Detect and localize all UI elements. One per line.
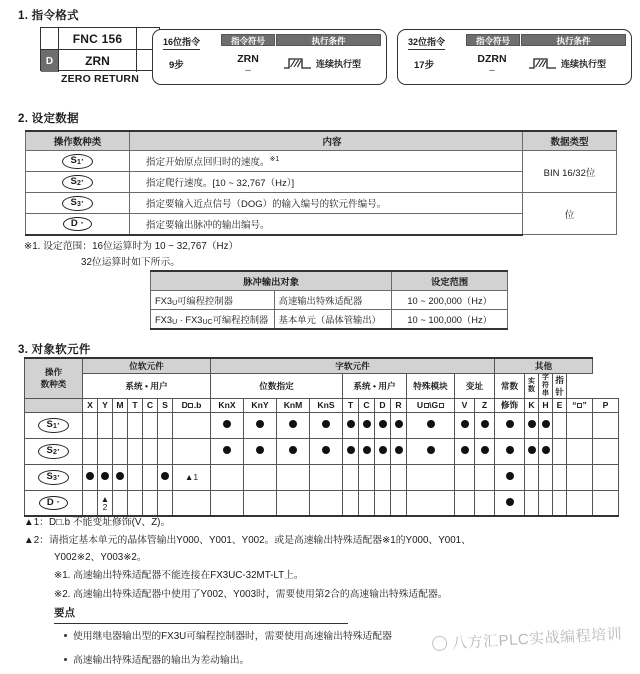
cell-s1-KnX bbox=[211, 412, 244, 438]
cell-s2-K bbox=[525, 438, 539, 464]
cell-s1-H bbox=[539, 412, 553, 438]
cell-s3-C bbox=[359, 464, 375, 490]
col-KnS: KnS bbox=[310, 398, 343, 412]
cell-d-K bbox=[525, 490, 539, 516]
cell-s1-modify bbox=[495, 412, 525, 438]
cell-d-D bbox=[375, 490, 391, 516]
table-row bbox=[151, 291, 508, 310]
header-symbol-16: 指令符号 bbox=[221, 34, 275, 46]
col-M: M bbox=[113, 398, 128, 412]
note1-line2: 32位运算时如下所示。 bbox=[81, 257, 181, 268]
instruction-caption: ZERO RETURN bbox=[60, 73, 140, 85]
operand-symbol: D · bbox=[39, 496, 68, 510]
cell-s1-R bbox=[391, 412, 407, 438]
group-bit-device: 位软元件 bbox=[83, 358, 211, 373]
condition-32: 连续执行型 bbox=[561, 59, 607, 69]
range-target-0: FX3U可编程控制器 bbox=[151, 291, 275, 310]
fnc-number: FNC 156 bbox=[59, 28, 137, 50]
cell-d-V bbox=[455, 490, 475, 516]
watermark bbox=[432, 623, 623, 655]
operand-s2 bbox=[26, 172, 130, 193]
cell-s1-KnY bbox=[244, 412, 277, 438]
cell-s1-Cb bbox=[143, 412, 158, 438]
cell-s3-S bbox=[158, 464, 173, 490]
cell-s3-V bbox=[455, 464, 475, 490]
col-Ddotb: D .b bbox=[173, 398, 211, 412]
cell-s1-S bbox=[158, 412, 173, 438]
steps-16bit: 9步 bbox=[169, 60, 184, 71]
mnemonic-cell-top-left bbox=[41, 28, 59, 50]
cell-s3-Tb bbox=[128, 464, 143, 490]
label-32bit: 32位指令 bbox=[408, 35, 445, 50]
col-string: “ ” bbox=[567, 398, 593, 412]
cell-s3-P bbox=[593, 464, 619, 490]
sub-system-user-bit: 系统 • 用户 bbox=[83, 373, 211, 398]
cell-s3-string bbox=[567, 464, 593, 490]
cell-d-R bbox=[391, 490, 407, 516]
cell-s1-Z bbox=[475, 412, 495, 438]
label-16bit: 16位指令 bbox=[163, 35, 200, 50]
sub-real-line2: 数 bbox=[528, 385, 535, 393]
table-row bbox=[151, 310, 508, 330]
cell-d-Y: ▲ 2 bbox=[98, 490, 113, 516]
bullet-dot-icon bbox=[64, 658, 67, 661]
key-point-bullet-1 bbox=[64, 630, 392, 644]
range-target-1: FX3U · FX3UC可编程控制器 bbox=[151, 310, 275, 330]
cell-d-KnM bbox=[277, 490, 310, 516]
cell-s2-Cb bbox=[143, 438, 158, 464]
box-32bit-instruction bbox=[397, 29, 632, 85]
cell-s3-modify bbox=[495, 464, 525, 490]
symbol-sub-16: – bbox=[245, 65, 251, 76]
cell-s2-KnS bbox=[310, 438, 343, 464]
key-point-text: 使用继电器输出型的FX3U可编程控制器时，需要使用高速输出特殊适配器 bbox=[73, 631, 392, 642]
desc-d: 指定要输出脉冲的输出编号。 bbox=[130, 214, 523, 235]
col-KnM: KnM bbox=[277, 398, 310, 412]
header-symbol-32: 指令符号 bbox=[466, 34, 520, 46]
operand-symbol: S3· bbox=[38, 470, 68, 485]
cell-s2-T bbox=[343, 438, 359, 464]
circle-logo-icon bbox=[432, 635, 448, 651]
type-bit: 位 bbox=[523, 193, 617, 235]
sub-character-string bbox=[539, 373, 553, 398]
table-row bbox=[26, 151, 617, 172]
table-row bbox=[25, 464, 619, 490]
cell-s1-D bbox=[375, 412, 391, 438]
cell-s2-UG bbox=[407, 438, 455, 464]
th-content: 内容 bbox=[130, 131, 523, 151]
cell-s2-KnY bbox=[244, 438, 277, 464]
cell-s3-M bbox=[113, 464, 128, 490]
cell-s1-K bbox=[525, 412, 539, 438]
cell-d-P bbox=[593, 490, 619, 516]
cell-s2-Y bbox=[98, 438, 113, 464]
section1-title: 1. 指令格式 bbox=[18, 10, 79, 22]
cell-d-H bbox=[539, 490, 553, 516]
cell-s1-Ddotb bbox=[173, 412, 211, 438]
cell-s3-D bbox=[375, 464, 391, 490]
sub-special-module: 特殊模块 bbox=[407, 373, 455, 398]
th-setting-range: 设定范围 bbox=[392, 271, 508, 291]
cell-d-C bbox=[359, 490, 375, 516]
cell-d-string bbox=[567, 490, 593, 516]
table-header-row bbox=[26, 131, 617, 151]
range-unit-1: 基本单元（晶体管输出） bbox=[274, 310, 392, 330]
th-data-type: 数据类型 bbox=[523, 131, 617, 151]
bullet-dot-icon bbox=[64, 634, 67, 637]
cell-d-KnS bbox=[310, 490, 343, 516]
corner-spacer bbox=[25, 398, 83, 412]
cell-s3-KnS bbox=[310, 464, 343, 490]
col-R: R bbox=[391, 398, 407, 412]
sub-real-line1: 实 bbox=[528, 377, 535, 385]
cell-s3-K bbox=[525, 464, 539, 490]
footnote-star-1: ※1. 高速输出特殊适配器不能连接在FX3UC-32MT-LT上。 bbox=[54, 570, 304, 581]
operand-d bbox=[26, 214, 130, 235]
cell-s2-V bbox=[455, 438, 475, 464]
footnote-star-2: ※2. 高速输出特殊适配器中使用了Y002、Y003时，需要使用第2合的高速输出特殊适配器。 bbox=[54, 589, 448, 600]
cell-d-Tb bbox=[128, 490, 143, 516]
cell-s3-X bbox=[83, 464, 98, 490]
condition-16: 连续执行型 bbox=[316, 59, 362, 69]
row-operand-s3 bbox=[25, 464, 83, 490]
sub-digit-designation: 位数指定 bbox=[211, 373, 343, 398]
cell-s1-T bbox=[343, 412, 359, 438]
cell-s1-M bbox=[113, 412, 128, 438]
row-operand-d bbox=[25, 490, 83, 516]
device-group-row bbox=[25, 358, 619, 373]
corner-operand-kind bbox=[25, 358, 83, 398]
sub-pointer: 指针 bbox=[553, 373, 567, 398]
cell-s1-Tb bbox=[128, 412, 143, 438]
col-C-bit: C bbox=[143, 398, 158, 412]
corner-line1: 操作 bbox=[44, 367, 63, 378]
operand-symbol: S2· bbox=[38, 444, 68, 459]
col-Y: Y bbox=[98, 398, 113, 412]
cell-s3-KnY bbox=[244, 464, 277, 490]
col-UG: U \G bbox=[407, 398, 455, 412]
pulse-output-range-table bbox=[150, 270, 508, 330]
mnemonic-block bbox=[40, 27, 160, 85]
cell-s2-Tb bbox=[128, 438, 143, 464]
table-header-row bbox=[151, 271, 508, 291]
desc-s3: 指定要输入近点信号（DOG）的输入编号的软元件编号。 bbox=[130, 193, 523, 214]
key-point-bullet-2 bbox=[64, 654, 249, 668]
cell-s3-T bbox=[343, 464, 359, 490]
section2-title: 2. 设定数据 bbox=[18, 113, 79, 125]
cell-s2-KnM bbox=[277, 438, 310, 464]
cell-s3-Ddotb: ▲1 bbox=[173, 464, 211, 490]
cell-s1-KnS bbox=[310, 412, 343, 438]
cell-d-KnX bbox=[211, 490, 244, 516]
cell-s1-E bbox=[553, 412, 567, 438]
desc-text: 指定开始原点回归时的速度。 bbox=[146, 157, 270, 168]
section3-title: 3. 对象软元件 bbox=[18, 344, 91, 356]
cell-d-Ddotb bbox=[173, 490, 211, 516]
cell-d-Cb bbox=[143, 490, 158, 516]
operand-symbol: S1· bbox=[62, 154, 92, 169]
range-value-1: 10 ~ 100,000（Hz） bbox=[392, 310, 508, 330]
key-points-title: 要点 bbox=[54, 607, 75, 619]
row-operand-s2 bbox=[25, 438, 83, 464]
th-pulse-target: 脉冲输出对象 bbox=[151, 271, 392, 291]
cell-d-E bbox=[553, 490, 567, 516]
desc-s2: 指定爬行速度。[10 ~ 32,767（Hz）] bbox=[130, 172, 523, 193]
col-KnX: KnX bbox=[211, 398, 244, 412]
col-C-word: C bbox=[359, 398, 375, 412]
col-T-word: T bbox=[343, 398, 359, 412]
col-Z: Z bbox=[475, 398, 495, 412]
table-row bbox=[25, 490, 619, 516]
footnote-triangle-1: ▲1：D□.b 不能变址修饰(V、Z)。 bbox=[24, 517, 171, 528]
sub-index: 变址 bbox=[455, 373, 495, 398]
cell-d-UG bbox=[407, 490, 455, 516]
symbol-32: DZRN bbox=[477, 53, 507, 65]
cell-s2-E bbox=[553, 438, 567, 464]
cell-s2-C bbox=[359, 438, 375, 464]
cell-s2-D bbox=[375, 438, 391, 464]
sub-system-user-word: 系统 • 用户 bbox=[343, 373, 407, 398]
device-table bbox=[24, 357, 619, 517]
cell-s3-R bbox=[391, 464, 407, 490]
cell-d-KnY bbox=[244, 490, 277, 516]
desc-note: ※1 bbox=[269, 155, 280, 163]
col-V: V bbox=[455, 398, 475, 412]
cell-s2-string bbox=[567, 438, 593, 464]
type-bin: BIN 16/32位 bbox=[523, 151, 617, 193]
col-modify: 修饰 bbox=[495, 398, 525, 412]
cell-s2-M bbox=[113, 438, 128, 464]
cell-s2-S bbox=[158, 438, 173, 464]
continuous-execution-icon bbox=[283, 56, 313, 70]
cell-d-modify bbox=[495, 490, 525, 516]
range-value-0: 10 ~ 200,000（Hz） bbox=[392, 291, 508, 310]
setting-data-table bbox=[25, 130, 617, 236]
header-condition-16: 执行条件 bbox=[276, 34, 381, 46]
range-unit-0: 高速输出特殊适配器 bbox=[274, 291, 392, 310]
symbol-16: ZRN bbox=[237, 53, 259, 65]
mnemonic-name: ZRN bbox=[59, 50, 137, 72]
cell-d-M bbox=[113, 490, 128, 516]
col-E: E bbox=[553, 398, 567, 412]
cell-s1-string bbox=[567, 412, 593, 438]
row-operand-s1 bbox=[25, 412, 83, 438]
cell-s1-UG bbox=[407, 412, 455, 438]
cell-s2-R bbox=[391, 438, 407, 464]
cell-s3-H bbox=[539, 464, 553, 490]
continuous-execution-icon bbox=[528, 56, 558, 70]
footnote-triangle-2-line1: ▲2：请指定基本单元的晶体管输出Y000、Y001、Y002。或是高速输出特殊适配器※1的Y000、Y001、 bbox=[24, 535, 471, 546]
group-word-device: 字软元件 bbox=[211, 358, 495, 373]
cell-s1-X bbox=[83, 412, 98, 438]
operand-symbol: S3· bbox=[62, 196, 92, 211]
box-16bit-instruction bbox=[152, 29, 387, 85]
cell-s3-E bbox=[553, 464, 567, 490]
cell-d-T bbox=[343, 490, 359, 516]
col-S: S bbox=[158, 398, 173, 412]
cell-d-X bbox=[83, 490, 98, 516]
sub-str-line2: 串 bbox=[542, 389, 549, 397]
cell-s2-X bbox=[83, 438, 98, 464]
cell-s1-Y bbox=[98, 412, 113, 438]
table-row bbox=[26, 193, 617, 214]
col-X: X bbox=[83, 398, 98, 412]
header-condition-32: 执行条件 bbox=[521, 34, 626, 46]
d-flag-cell: D bbox=[41, 50, 59, 72]
cell-s2-Z bbox=[475, 438, 495, 464]
sub-real-number bbox=[525, 373, 539, 398]
cell-d-S bbox=[158, 490, 173, 516]
cell-s3-UG bbox=[407, 464, 455, 490]
col-K: K bbox=[525, 398, 539, 412]
steps-32bit: 17步 bbox=[414, 60, 435, 71]
mnemonic-grid bbox=[40, 27, 160, 71]
device-column-row bbox=[25, 398, 619, 412]
col-KnY: KnY bbox=[244, 398, 277, 412]
operand-symbol: S2· bbox=[62, 175, 92, 190]
cell-s2-KnX bbox=[211, 438, 244, 464]
corner-line2: 数种类 bbox=[40, 379, 67, 390]
operand-symbol: S1· bbox=[38, 418, 68, 433]
cell-d-Z bbox=[475, 490, 495, 516]
cell-s2-modify bbox=[495, 438, 525, 464]
cell-s1-KnM bbox=[277, 412, 310, 438]
operand-s1 bbox=[26, 151, 130, 172]
cell-s3-Y bbox=[98, 464, 113, 490]
group-other: 其他 bbox=[495, 358, 593, 373]
col-D: D bbox=[375, 398, 391, 412]
operand-symbol: D · bbox=[63, 217, 92, 231]
col-H: H bbox=[539, 398, 553, 412]
col-P: P bbox=[593, 398, 619, 412]
table-row bbox=[25, 412, 619, 438]
cell-s2-P bbox=[593, 438, 619, 464]
cell-s3-KnX bbox=[211, 464, 244, 490]
table-row bbox=[25, 438, 619, 464]
cell-s1-P bbox=[593, 412, 619, 438]
col-T-bit: T bbox=[128, 398, 143, 412]
th-operand-kind: 操作数种类 bbox=[26, 131, 130, 151]
cell-s2-Ddotb bbox=[173, 438, 211, 464]
cell-s1-V bbox=[455, 412, 475, 438]
footnote-triangle-2-line2: Y002※2、Y003※2。 bbox=[54, 552, 147, 563]
symbol-sub-32: – bbox=[489, 65, 495, 76]
watermark-text: 八方汇PLC实战编程培训 bbox=[451, 625, 623, 653]
cell-s3-Z bbox=[475, 464, 495, 490]
device-subgroup-row bbox=[25, 373, 619, 398]
note1-line1: ※1. 设定范围：16位运算时为 10 ~ 32,767（Hz） bbox=[24, 241, 239, 252]
cell-s2-H bbox=[539, 438, 553, 464]
cell-s1-C bbox=[359, 412, 375, 438]
key-point-text: 高速输出特殊适配器的输出为差动输出。 bbox=[73, 655, 250, 666]
cell-s3-Cb bbox=[143, 464, 158, 490]
key-points-divider bbox=[54, 623, 348, 624]
operand-s3 bbox=[26, 193, 130, 214]
sub-constant: 常数 bbox=[495, 373, 525, 398]
sub-str-line1: 字符 bbox=[542, 373, 549, 389]
desc-s1 bbox=[130, 151, 523, 172]
cell-s3-KnM bbox=[277, 464, 310, 490]
